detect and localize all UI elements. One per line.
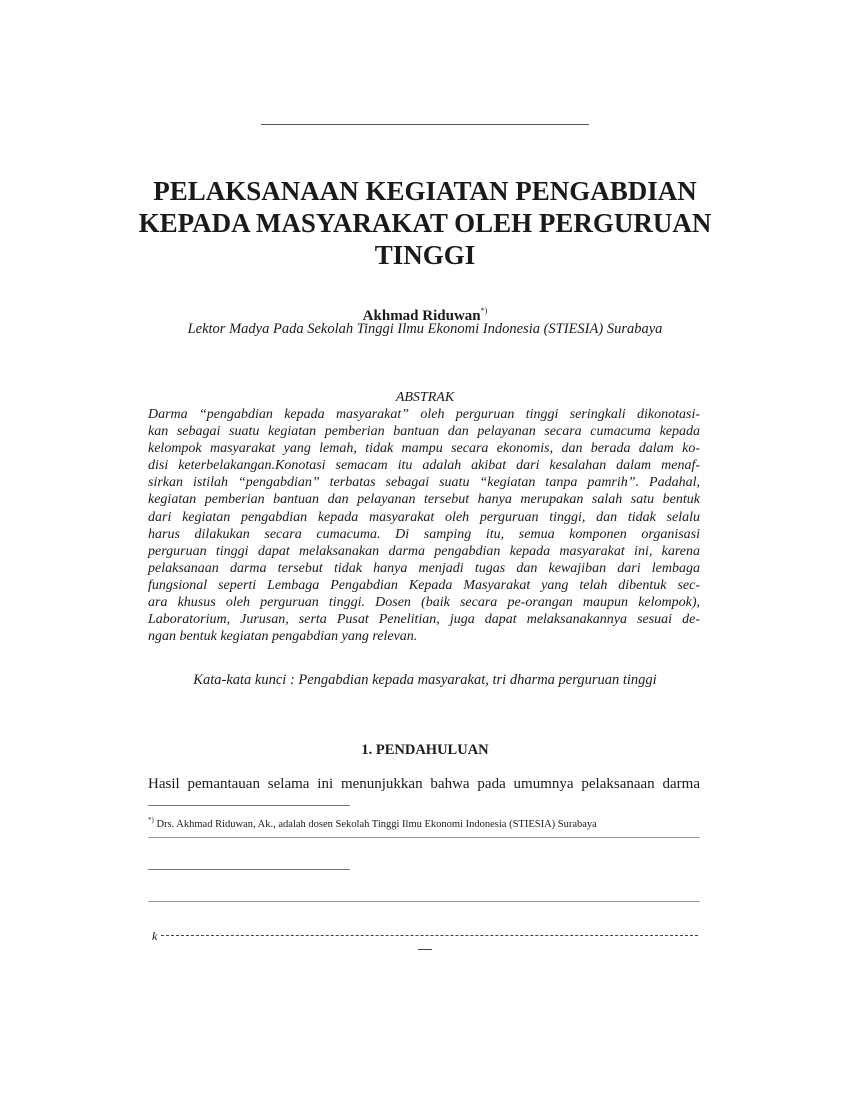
keywords: Kata-kata kunci : Pengabdian kepada masyarakat, tri dharma perguruan tinggi	[193, 672, 657, 688]
abstract-line: kan sebagai suatu kegiatan pemberian bantuan dan pelayanan secara cumacuma kepada	[148, 424, 700, 440]
abstract-body	[148, 406, 700, 645]
title-line: TINGGI	[374, 240, 476, 270]
tail-dash	[418, 949, 432, 950]
abstract-line: perguruan tinggi dapat melaksanakan darma pengabdian kepada masyarakat ini, karena	[148, 543, 700, 559]
abstract-line: fungsional seperti Lembaga Pengabdian Kepada Masyarakat yang telah dibentuk sec-	[148, 577, 700, 593]
abstract-line: Laboratorium, Jurusan, serta Pusat Penelitian, juga dapat melaksanakannya sesuai de-	[148, 612, 700, 628]
author-footnote-marker: *)	[480, 306, 488, 315]
title-line: KEPADA MASYARAKAT OLEH PERGURUAN	[138, 208, 712, 238]
dashed-fragment-line	[152, 929, 700, 943]
body-paragraph: Hasil pemantauan selama ini menunjukkan bahwa pada umumnya pelaksanaan darma	[148, 776, 700, 792]
footnote-marker: *)	[148, 816, 154, 824]
abstract-line: ngan bentuk kegiatan pengabdian yang relevan.	[148, 629, 418, 645]
paper-title	[120, 175, 730, 271]
divider-rule	[148, 837, 700, 838]
divider-rule	[148, 901, 700, 902]
author-name: Akhmad Riduwan	[362, 308, 481, 324]
abstract-line: kelompok masyarakat yang lemah, tidak mampu secara ekonomis, dan berada dalam ko-	[148, 441, 700, 457]
author-affiliation: Lektor Madya Pada Sekolah Tinggi Ilmu Ekonomi Indonesia (STIESIA) Surabaya	[187, 321, 663, 337]
abstract-line: dari kegiatan pengabdian kepada masyarakat oleh perguruan tinggi, dan tidak selalu	[148, 509, 700, 525]
header-rule	[261, 124, 589, 125]
divider-rule-short	[148, 869, 350, 870]
footnote-rule	[148, 805, 350, 806]
abstract-line: pelaksanaan darma tersebut tidak hanya menjadi tugas dan kewajiban dari lembaga	[148, 560, 700, 576]
footnote	[148, 813, 700, 832]
abstract-line: kegiatan pemberian bantuan dan pelayanan tersebut hanya merupakan salah satu bentuk	[148, 492, 700, 508]
abstract-line: Darma “pengabdian kepada masyarakat” oleh perguruan tinggi seringkali dikonotasi-	[148, 407, 700, 422]
dashed-rule	[161, 935, 698, 936]
abstract-line: ara khusus oleh perguruan tinggi. Dosen (baik secara pe-orangan maupun kelompok),	[148, 595, 700, 611]
fragment-letter: k	[152, 929, 158, 943]
footnote-text: Drs. Akhmad Riduwan, Ak., adalah dosen Sekolah Tinggi Ilmu Ekonomi Indonesia (STIESIA) Surabaya	[153, 819, 597, 830]
section-heading: 1. PENDAHULUAN	[361, 742, 489, 758]
abstract-line: disi keterbelakangan.Konotasi semacam itu adalah akibat dari kesalahan dalam menaf-	[148, 458, 700, 474]
title-line: PELAKSANAAN KEGIATAN PENGABDIAN	[153, 176, 697, 206]
abstract-heading: ABSTRAK	[395, 390, 455, 405]
abstract-line: harus dilakukan secara cumacuma. Di samping itu, semua komponen organisasi	[148, 526, 700, 542]
abstract-line: sirkan istilah “pengabdian” terbatas sebagai suatu “kegiatan tanpa pamrih”. Padahal,	[148, 475, 700, 491]
